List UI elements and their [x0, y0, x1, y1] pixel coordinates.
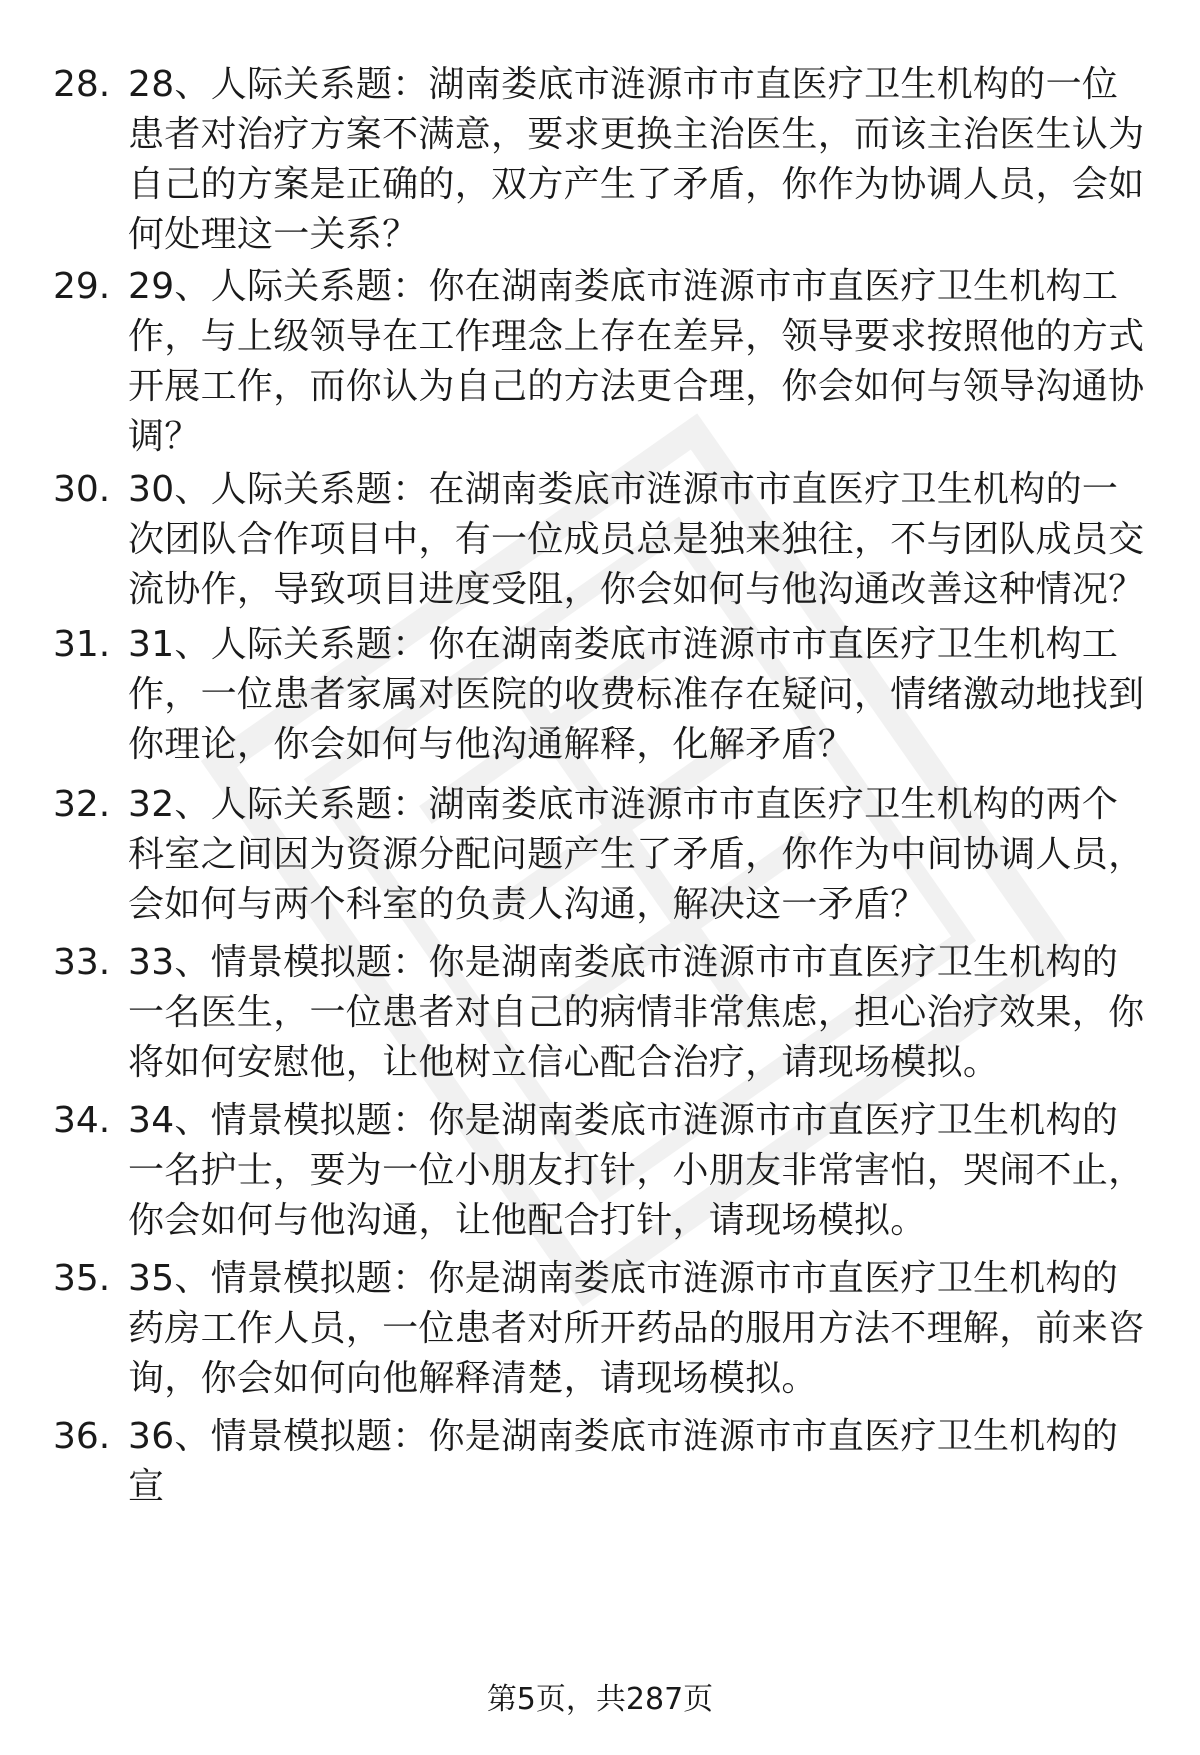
item-number: 28.	[53, 64, 111, 105]
item-text: 29、人际关系题：你在湖南娄底市涟源市市直医疗卫生机构工作，与上级领导在工作理念上存在差异，领导要求按照他的方式开展工作，而你认为自己的方法更合理，你会如何与领导沟通协调？	[128, 266, 1145, 457]
page-footer: 第5页，共287页	[486, 1682, 714, 1717]
item-number: 36.	[53, 1416, 111, 1457]
item-number: 32.	[53, 784, 111, 825]
item-text: 35、情景模拟题：你是湖南娄底市涟源市市直医疗卫生机构的药房工作人员，一位患者对所开药品的服用方法不理解，前来咨询，你会如何向他解释清楚，请现场模拟。	[128, 1258, 1145, 1399]
item-text: 32、人际关系题：湖南娄底市涟源市市直医疗卫生机构的两个科室之间因为资源分配问题产生了矛盾，你作为中间协调人员，会如何与两个科室的负责人沟通，解决这一矛盾？	[128, 784, 1145, 925]
item-number: 35.	[53, 1258, 111, 1299]
item-number: 31.	[53, 624, 111, 665]
item-text: 33、情景模拟题：你是湖南娄底市涟源市市直医疗卫生机构的一名医生，一位患者对自己的病情非常焦虑，担心治疗效果，你将如何安慰他，让他树立信心配合治疗，请现场模拟。	[128, 942, 1145, 1083]
item-text: 36、情景模拟题：你是湖南娄底市涟源市市直医疗卫生机构的宣	[128, 1416, 1119, 1507]
item-text: 31、人际关系题：你在湖南娄底市涟源市市直医疗卫生机构工作，一位患者家属对医院的收费标准存在疑问，情绪激动地找到你理论，你会如何与他沟通解释，化解矛盾？	[128, 624, 1145, 765]
item-number: 33.	[53, 942, 111, 983]
item-text: 30、人际关系题：在湖南娄底市涟源市市直医疗卫生机构的一次团队合作项目中，有一位成员总是独来独往，不与团队成员交流协作，导致项目进度受阻，你会如何与他沟通改善这种情况？	[128, 469, 1145, 610]
item-text: 28、人际关系题：湖南娄底市涟源市市直医疗卫生机构的一位患者对治疗方案不满意，要求更换主治医生，而该主治医生认为自己的方案是正确的，双方产生了矛盾，你作为协调人员，会如何处理这一关系？	[128, 64, 1145, 255]
item-number: 30.	[53, 469, 111, 510]
item-number: 34.	[53, 1100, 111, 1141]
item-number: 29.	[53, 266, 111, 307]
item-text: 34、情景模拟题：你是湖南娄底市涟源市市直医疗卫生机构的一名护士，要为一位小朋友打针，小朋友非常害怕，哭闹不止，你会如何与他沟通，让他配合打针，请现场模拟。	[128, 1100, 1145, 1241]
